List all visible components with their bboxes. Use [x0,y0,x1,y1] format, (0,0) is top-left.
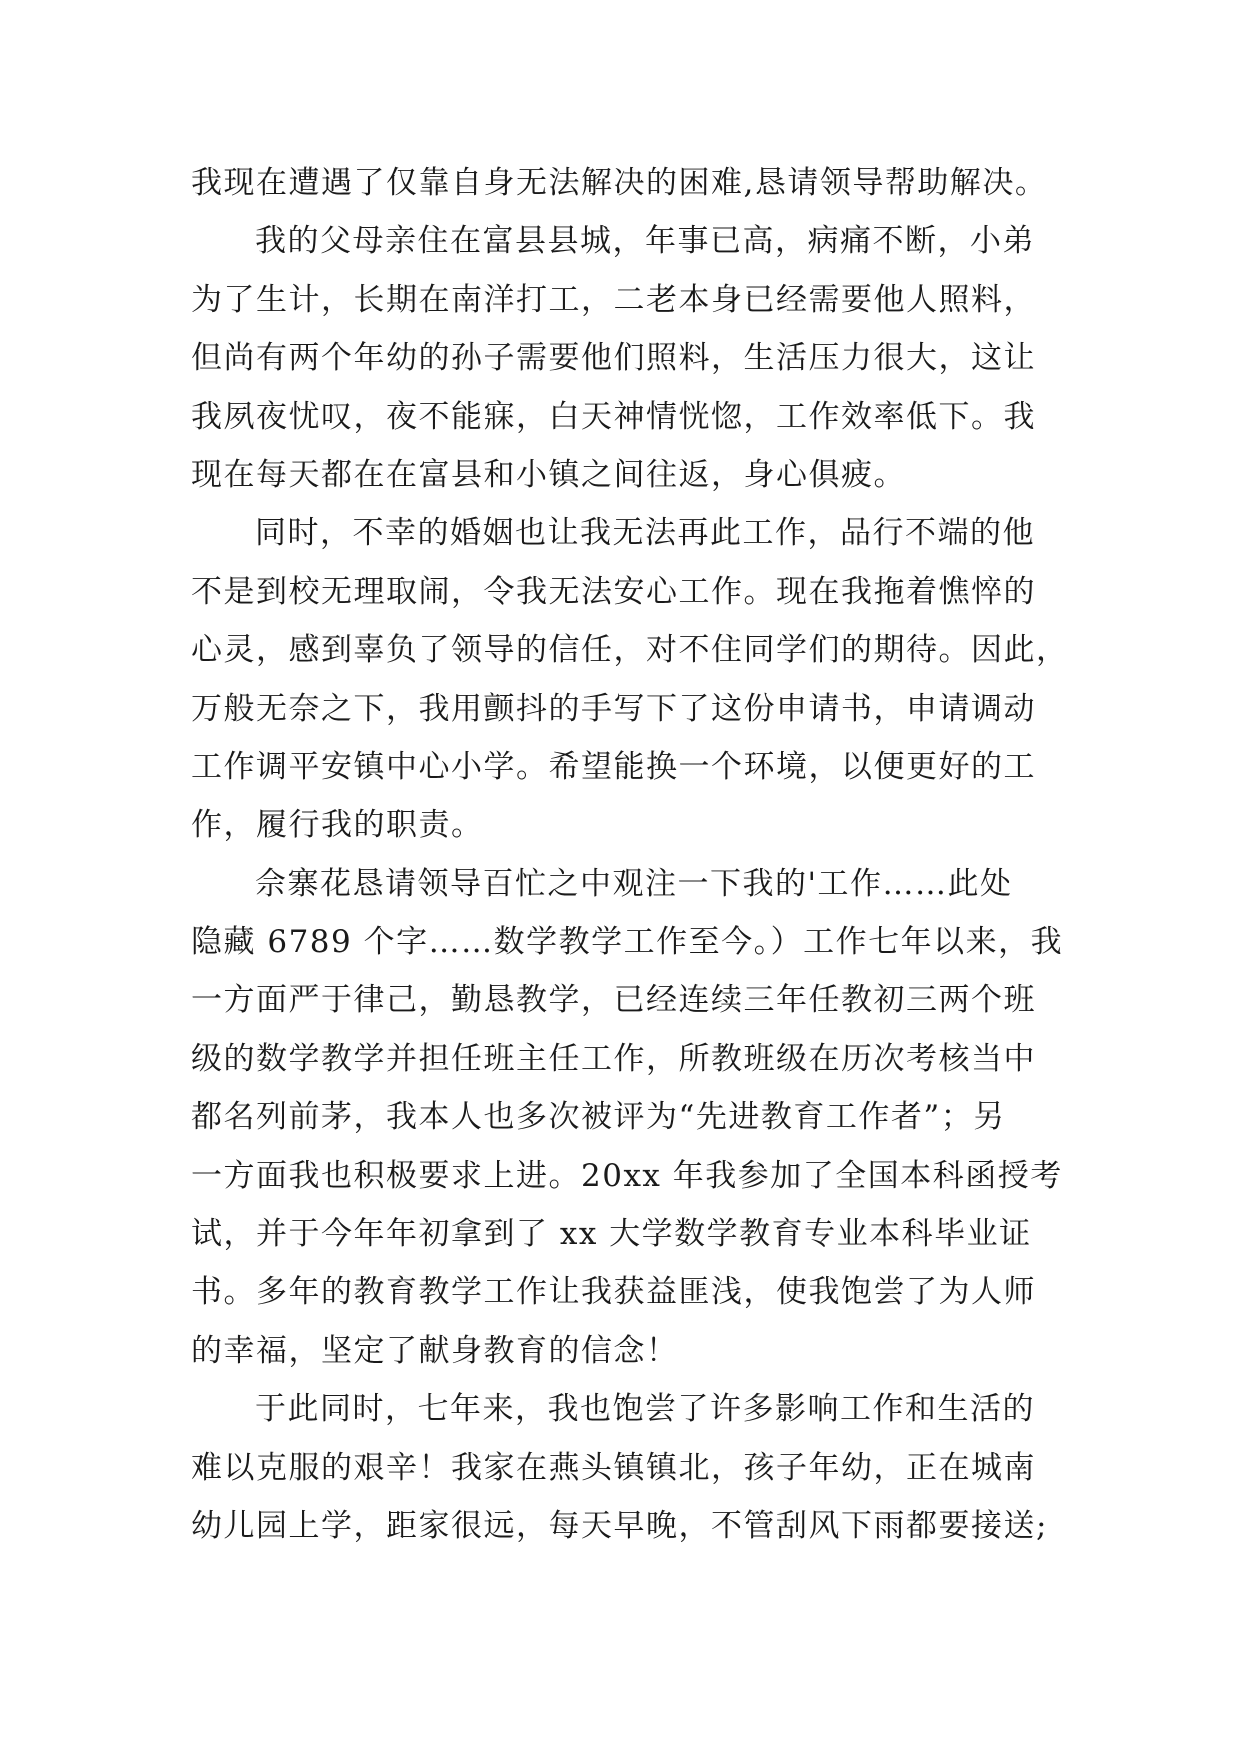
text-line: 我现在遭遇了仅靠自身无法解决的困难,恳请领导帮助解决。 [191,165,1048,201]
text-line: 的幸福，坚定了献身教育的信念！ [191,1332,679,1369]
text-line: 一方面严于律己，勤恳教学，已经连续三年任教初三两个班 [191,982,1036,1019]
text-line: 级的数学教学并担任班主任工作，所教班级在历次考核当中 [191,1040,1036,1077]
text-line: 工作调平安镇中心小学。希望能换一个环境，以便更好的工 [191,748,1036,785]
text-line: 现在每天都在在富县和小镇之间往返，身心俱疲。 [191,456,906,493]
text-line: 心灵，感到辜负了领导的信任，对不住同学们的期待。因此， [191,632,1069,669]
text-line: 为了生计，长期在南洋打工，二老本身已经需要他人照料， [191,281,1036,318]
text-line: 不是到校无理取闹，令我无法安心工作。现在我拖着憔悴的 [191,573,1036,610]
paragraph-start-line: 于此同时，七年来，我也饱尝了许多影响工作和生活的 [255,1391,1035,1428]
text-line: 但尚有两个年幼的孙子需要他们照料，生活压力很大，这让 [191,340,1036,377]
text-line: 书。多年的教育教学工作让我获益匪浅，使我饱尝了为人师 [191,1274,1036,1311]
text-line: 作，履行我的职责。 [191,807,484,844]
text-line: 难以克服的艰辛！我家在燕头镇镇北，孩子年幼，正在城南 [191,1449,1036,1486]
text-line: 一方面我也积极要求上进。20xx 年我参加了全国本科函授考 [191,1157,1063,1194]
text-line: 试，并于今年年初拿到了 xx 大学数学教育专业本科毕业证 [191,1216,1032,1253]
text-line: 幼儿园上学，距家很远，每天早晚，不管刮风下雨都要接送; [191,1507,1048,1544]
document-body [191,154,1071,1555]
text-line: 隐藏 6789 个字……数学教学工作至今。）工作七年以来，我 [191,924,1064,961]
text-line: 我夙夜忧叹，夜不能寐，白天神情恍惚，工作效率低下。我 [191,398,1036,435]
paragraph-start-line: 同时，不幸的婚姻也让我无法再此工作，品行不端的他 [255,515,1035,552]
text-line: 万般无奈之下，我用颤抖的手写下了这份申请书，申请调动 [191,690,1036,727]
paragraph-start-line: 我的父母亲住在富县县城，年事已高，病痛不断，小弟 [255,223,1035,260]
paragraph-start-line: 佘寨花恳请领导百忙之中观注一下我的'工作……此处 [255,865,1013,902]
text-line: 都名列前茅，我本人也多次被评为“先进教育工作者”；另 [191,1099,1006,1136]
